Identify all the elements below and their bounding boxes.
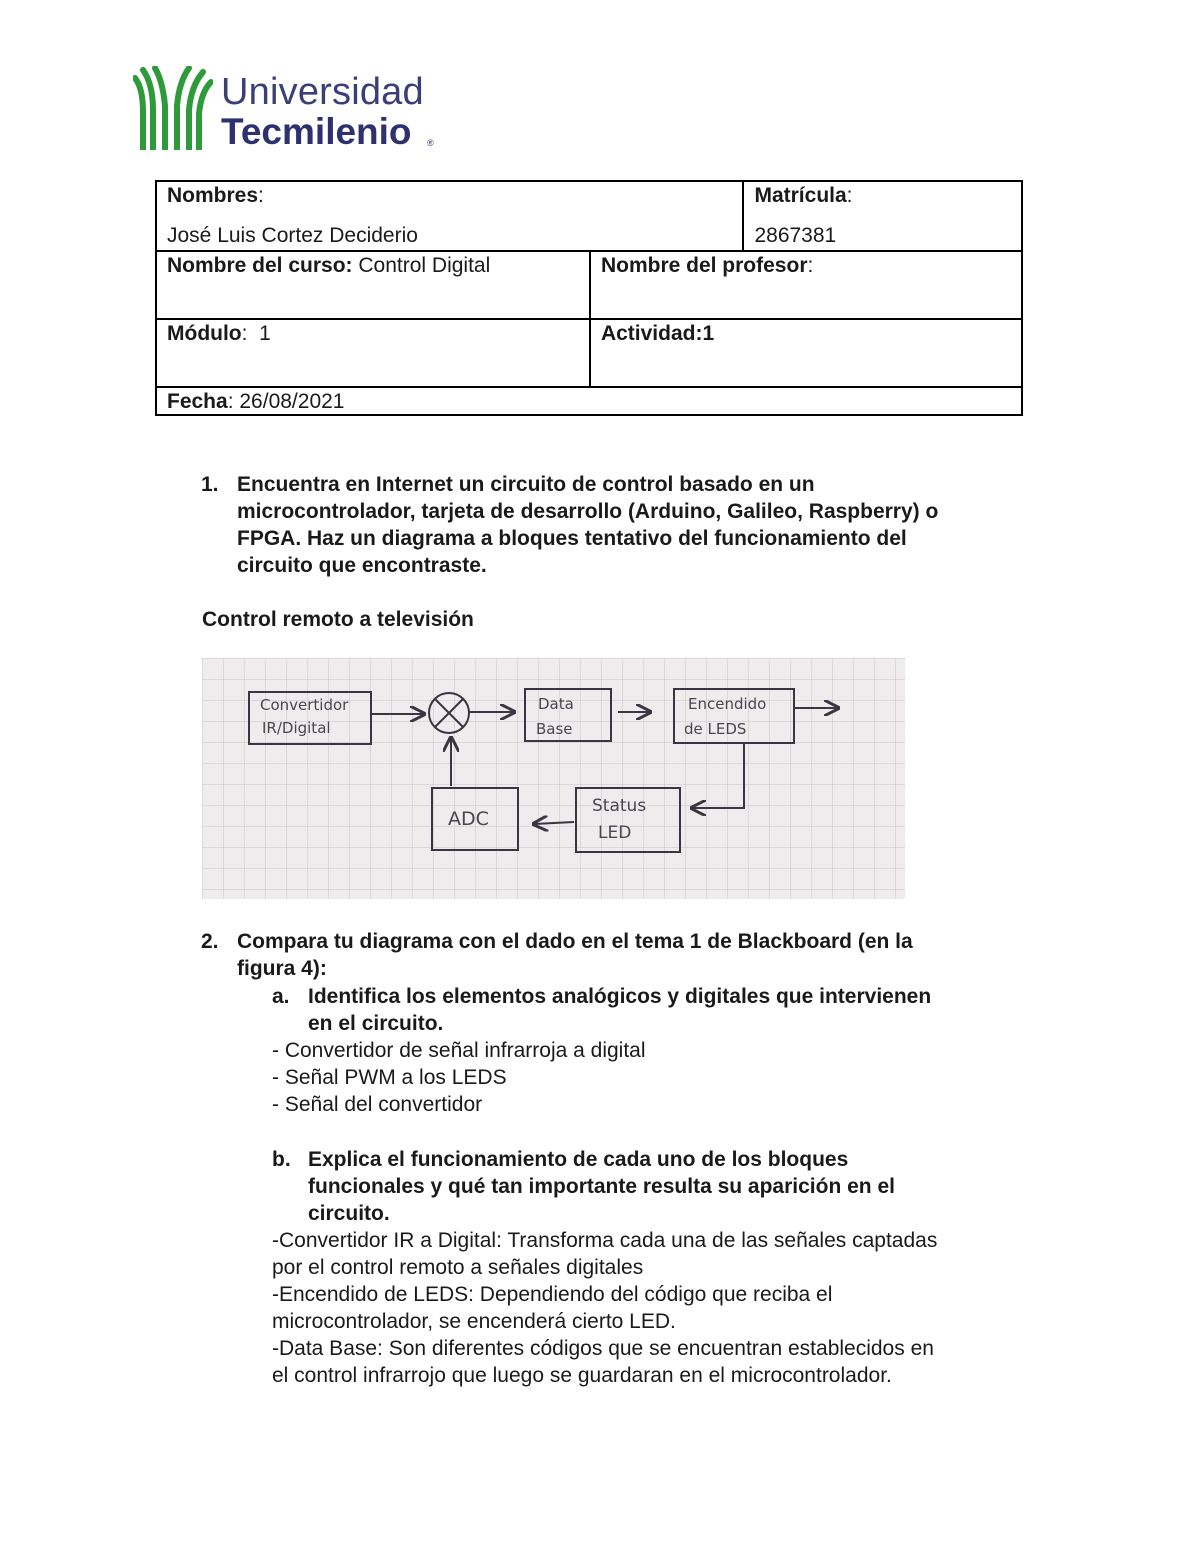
logo-registered-mark: ® (427, 138, 434, 148)
matricula-label: Matrícula (754, 184, 847, 207)
question-2a-line: Identifica los elementos analógicos y digitales que intervienen (308, 985, 932, 1008)
tecmilenio-leaf-icon (133, 66, 213, 150)
diagram-subtitle: Control remoto a televisión (202, 608, 474, 631)
answer-2a-line: - Señal PWM a los LEDS (272, 1066, 507, 1089)
nombres-label: Nombres (167, 184, 259, 207)
curso-cell (156, 251, 590, 319)
curso-value: Control Digital (358, 254, 491, 277)
profesor-cell: Nombre del profesor: (590, 251, 1022, 319)
logo-line-universidad: Universidad (221, 71, 424, 113)
modulo-cell: Módulo: 1 (156, 319, 590, 387)
modulo-value: 1 (259, 322, 271, 345)
question-2b-letter: b. (272, 1148, 291, 1171)
actividad-label: Actividad:1 (600, 322, 715, 345)
fecha-cell: Fecha: 26/08/2021 (156, 387, 1022, 415)
answer-2a-line: - Señal del convertidor (272, 1093, 483, 1116)
question-2-number: 2. (201, 930, 219, 953)
fecha-label: Fecha (167, 390, 228, 413)
block-convertidor-label-1: Convertidor (260, 696, 349, 714)
student-info-table (155, 180, 1023, 416)
answer-2b (272, 1227, 937, 1389)
block-diagram-photo (202, 658, 905, 899)
question-1 (201, 471, 939, 579)
question-2a (272, 983, 932, 1037)
answer-2b-line: -Encendido de LEDS: Dependiendo del código que reciba el (272, 1283, 833, 1306)
answer-2b-line: -Data Base: Son diferentes códigos que se encuentran establecidos en (272, 1337, 934, 1360)
question-2a-letter: a. (272, 985, 290, 1008)
question-2b (272, 1146, 895, 1227)
question-1-line: FPGA. Haz un diagrama a bloques tentativo del funcionamiento del (237, 527, 907, 550)
university-logo (133, 66, 453, 152)
matricula-value: 2867381 (754, 224, 837, 247)
nombres-value: José Luis Cortez Deciderio (167, 224, 418, 247)
block-encendido-label-2: de LEDS (684, 720, 747, 738)
question-2 (201, 928, 913, 982)
answer-2b-line: -Convertidor IR a Digital: Transforma cada una de las señales captadas (272, 1229, 938, 1252)
question-1-line: circuito que encontraste. (237, 554, 487, 577)
curso-label: Nombre del curso: (167, 254, 353, 277)
modulo-label: Módulo (167, 322, 242, 345)
answer-2a-line: - Convertidor de señal infrarroja a digital (272, 1039, 646, 1062)
answer-2b-line: el control infrarrojo que luego se guardaran en el microcontrolador. (272, 1364, 892, 1387)
matricula-cell: Matrícula: 2867381 (743, 181, 1022, 251)
block-status-label-2: LED (598, 823, 632, 843)
question-2-line: Compara tu diagrama con el dado en el tema 1 de Blackboard (en la (237, 930, 913, 953)
question-2a-line: en el circuito. (308, 1012, 444, 1035)
logo-line-tecmilenio: Tecmilenio (221, 111, 412, 152)
block-diagram (202, 658, 905, 899)
block-database-label-2: Base (536, 720, 573, 738)
actividad-cell (590, 319, 1022, 387)
question-2b-line: Explica el funcionamiento de cada uno de los bloques (308, 1148, 849, 1171)
profesor-label: Nombre del profesor (600, 254, 808, 277)
question-1-number: 1. (201, 473, 219, 496)
block-encendido-label-1: Encendido (688, 695, 767, 713)
block-convertidor-label-2: IR/Digital (262, 719, 331, 737)
answer-2a (272, 1037, 646, 1118)
question-1-line: microcontrolador, tarjeta de desarrollo (Arduino, Galileo, Raspberry) o (237, 500, 939, 523)
question-2b-line: circuito. (308, 1202, 390, 1225)
question-2b-line: funcionales y qué tan importante resulta su aparición en el (308, 1175, 895, 1198)
fecha-value: 26/08/2021 (239, 390, 345, 413)
question-2-line: figura 4): (237, 957, 327, 980)
block-adc-label: ADC (448, 808, 489, 830)
nombres-cell: Nombres: José Luis Cortez Deciderio (156, 181, 743, 251)
answer-2b-line: por el control remoto a señales digitales (272, 1256, 644, 1279)
block-status-label-1: Status (592, 796, 647, 816)
question-1-line: Encuentra en Internet un circuito de control basado en un (237, 473, 815, 496)
block-database-label-1: Data (538, 695, 574, 713)
answer-2b-line: microcontrolador, se encenderá cierto LED. (272, 1310, 676, 1333)
